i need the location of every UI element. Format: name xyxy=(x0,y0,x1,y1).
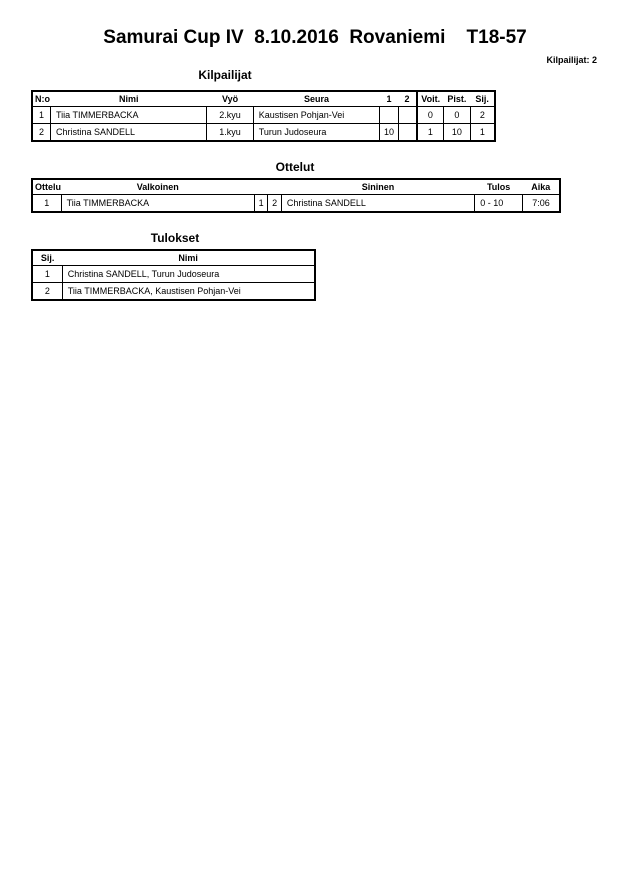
match-white: Tiia TIMMERBACKA xyxy=(61,195,254,213)
row-club: Kaustisen Pohjan-Vei xyxy=(253,107,380,124)
row-no: 1 xyxy=(32,107,51,124)
competitor-count: Kilpailijat: 2 xyxy=(546,55,597,65)
col-header-spacer xyxy=(254,179,268,195)
col-header-match: Ottelu xyxy=(32,179,61,195)
col-header-name: Nimi xyxy=(62,250,315,266)
col-header-result: Tulos xyxy=(475,179,523,195)
match-white-no: 1 xyxy=(254,195,268,213)
col-header-round-2: 2 xyxy=(398,91,417,107)
match-result: 0 - 10 xyxy=(475,195,523,213)
matches-header-row xyxy=(32,179,560,195)
result-place: 1 xyxy=(32,266,62,283)
row-place: 1 xyxy=(470,124,495,142)
col-header-place: Sij. xyxy=(32,250,62,266)
row-round-1 xyxy=(380,107,399,124)
result-name: Tiia TIMMERBACKA, Kaustisen Pohjan-Vei xyxy=(62,283,315,301)
row-round-1: 10 xyxy=(380,124,399,142)
competitors-title: Kilpailijat xyxy=(198,68,252,82)
row-belt: 1.kyu xyxy=(207,124,253,142)
results-header-row xyxy=(32,250,315,266)
results-table xyxy=(31,249,316,301)
match-no: 1 xyxy=(32,195,61,213)
results-title: Tulokset xyxy=(150,231,200,245)
col-header-no: N:o xyxy=(32,91,51,107)
col-header-points: Pist. xyxy=(444,91,471,107)
matches-table xyxy=(31,178,561,213)
row-points: 10 xyxy=(444,124,471,142)
col-header-name: Nimi xyxy=(51,91,207,107)
col-header-blue: Sininen xyxy=(281,179,474,195)
row-club: Turun Judoseura xyxy=(253,124,380,142)
col-header-white: Valkoinen xyxy=(61,179,254,195)
table-row xyxy=(32,107,495,124)
table-row xyxy=(32,283,315,301)
row-round-2 xyxy=(398,107,417,124)
page-title: Samurai Cup IV 8.10.2016 Rovaniemi T18-57 xyxy=(103,27,527,48)
table-row xyxy=(32,124,495,142)
col-header-wins: Voit. xyxy=(417,91,444,107)
competitors-table xyxy=(31,90,496,142)
col-header-place: Sij. xyxy=(470,91,495,107)
row-wins: 0 xyxy=(417,107,444,124)
col-header-round-1: 1 xyxy=(380,91,399,107)
row-name: Christina SANDELL xyxy=(51,124,207,142)
match-blue-no: 2 xyxy=(268,195,282,213)
row-name: Tiia TIMMERBACKA xyxy=(51,107,207,124)
match-time: 7:06 xyxy=(523,195,560,213)
col-header-club: Seura xyxy=(253,91,380,107)
competitors-header-row xyxy=(32,91,495,107)
col-header-spacer xyxy=(268,179,282,195)
matches-title: Ottelut xyxy=(275,160,315,174)
result-place: 2 xyxy=(32,283,62,301)
row-no: 2 xyxy=(32,124,51,142)
row-belt: 2.kyu xyxy=(207,107,253,124)
table-row xyxy=(32,195,560,213)
row-points: 0 xyxy=(444,107,471,124)
row-round-2 xyxy=(398,124,417,142)
col-header-time: Aika xyxy=(523,179,560,195)
row-place: 2 xyxy=(470,107,495,124)
col-header-belt: Vyö xyxy=(207,91,253,107)
table-row xyxy=(32,266,315,283)
result-name: Christina SANDELL, Turun Judoseura xyxy=(62,266,315,283)
match-blue: Christina SANDELL xyxy=(281,195,474,213)
row-wins: 1 xyxy=(417,124,444,142)
